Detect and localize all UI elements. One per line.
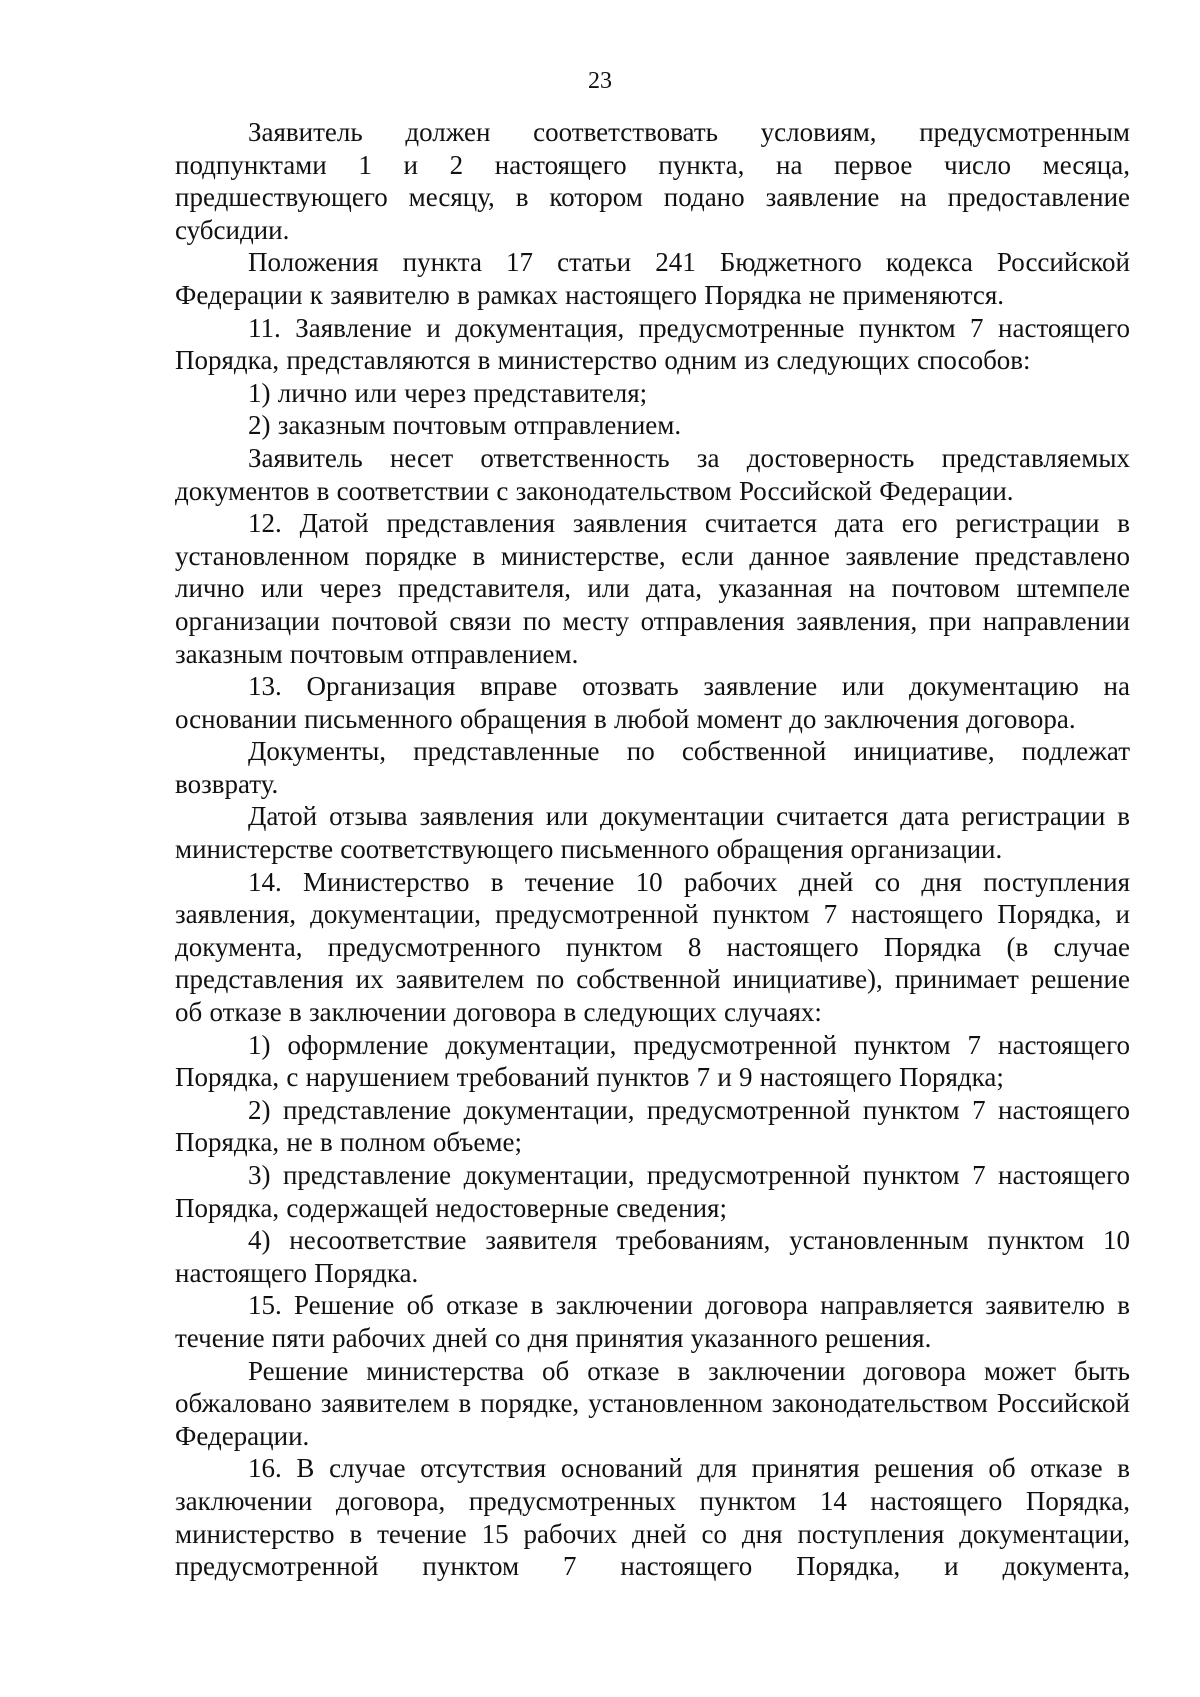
paragraph: 1) лично или через представителя; — [248, 377, 648, 408]
paragraph: 15. Решение об отказе в заключении договора направляется заявителю в течение пяти рабочих дней со дня принятия указанного решения. — [175, 1290, 1130, 1353]
paragraph: Документы, представленные по собственной инициативе, подлежат возврату. — [175, 736, 1130, 799]
paragraph: 4) несоответствие заявителя требованиям, установленным пунктом 10 настоящего Порядка. — [175, 1225, 1130, 1288]
paragraph: 11. Заявление и документация, предусмотренные пунктом 7 настоящего Порядка, представляются в министерство одним из следующих способов: — [175, 312, 1130, 376]
page-number: 23 — [588, 68, 612, 94]
paragraph: Положения пункта 17 статьи 241 Бюджетного кодекса Российской Федерации к заявителю в рамках настоящего Порядка не применяются. — [175, 247, 1130, 310]
paragraph: 2) заказным почтовым отправлением. — [248, 410, 682, 441]
paragraph: Заявитель должен соответствовать условиям, предусмотренным подпунктами 1 и 2 настоящего пункта, на первое число месяца, предшествующего месяцу, в котором подано заявление на предоставление субсидии. — [175, 117, 1130, 245]
paragraph: Датой отзыва заявления или документации считается дата регистрации в министерстве соответствующего письменного обращения организации. — [175, 801, 1130, 865]
paragraph: 12. Датой представления заявления считается дата его регистрации в установленном порядке в министерстве, если данное заявление представлено лично или через представителя, или дата, указанная на почтовом штемпеле организации почтовой связи по месту отправления заявления, при направлении заказным почтовым отправлением. — [175, 508, 1130, 669]
paragraph: 3) представление документации, предусмотренной пунктом 7 настоящего Порядка, содержащей недостоверные сведения; — [175, 1160, 1130, 1223]
paragraph: 14. Министерство в течение 10 рабочих дней со дня поступления заявления, документации, предусмотренной пунктом 7 настоящего Порядка, и документа, предусмотренного пунктом 8 настоящего Порядка (в случае представления их заявителем по собственной инициативе), принимает решение об отказе в заключении договора в следующих случаях: — [175, 866, 1130, 1028]
paragraph: 13. Организация вправе отозвать заявление или документацию на основании письменного обращения в любой момент до заключения договора. — [175, 671, 1130, 734]
paragraph: Решение министерства об отказе в заключении договора может быть обжаловано заявителем в порядке, установленном законодательством Российской Федерации. — [175, 1355, 1130, 1451]
document-body — [175, 116, 1130, 1583]
paragraph: 2) представление документации, предусмотренной пунктом 7 настоящего Порядка, не в полном объеме; — [175, 1094, 1130, 1158]
paragraph: Заявитель несет ответственность за достоверность представляемых документов в соответствии с законодательством Российской Федерации. — [175, 442, 1130, 506]
paragraph: 1) оформление документации, предусмотренной пунктом 7 настоящего Порядка, с нарушением требований пунктов 7 и 9 настоящего Порядка; — [175, 1029, 1130, 1093]
paragraph: 16. В случае отсутствия оснований для принятия решения об отказе в заключении договора, предусмотренных пунктом 14 настоящего Порядка, министерство в течение 15 рабочих дней со дня поступления документации, предусмотренной пунктом 7 настоящего Порядка, и документа, — [175, 1453, 1130, 1582]
